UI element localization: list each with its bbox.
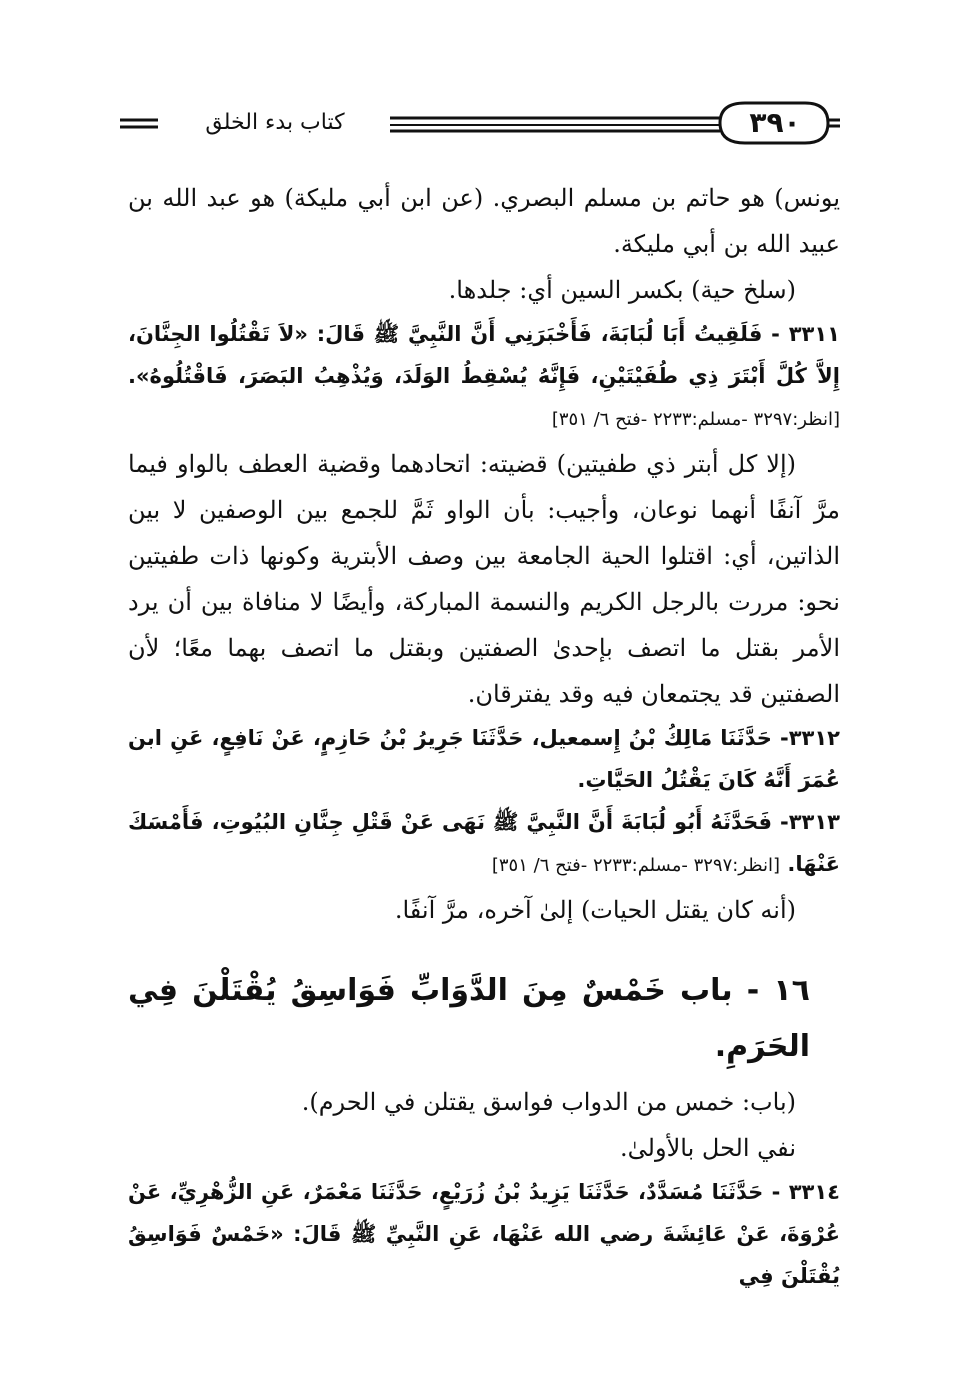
hadith-3311 [128, 313, 840, 441]
hadith-text: ٣٣١٢- حَدَّثَنَا مَالِكُ بْنُ إِسمعيل، حَدَّثَنَا جَرِيرُ بْنُ حَازِمٍ، عَنْ نَافِعٍ، عَنِ ابن عُمَرَ أَنَّهُ كَانَ يَقْتُلُ الحَيَّاتِ. [128, 726, 840, 792]
commentary-paragraph: (أنه كان يقتل الحيات) إلىٰ آخره، مرَّ آنفًا. [394, 896, 796, 924]
hadith-text: ٣٣١٣- فَحَدَّثَهُ أَبُو لُبَابَةَ أَنَّ النَّبِيَّ ﷺ نَهَى عَنْ قَتْلِ جِنَّانِ البُيُوتِ، فَأَمْسَكَ عَنْهَا. [128, 810, 840, 876]
hadith-reference: [انظر:٣٢٩٧ -مسلم:٢٢٣٣ -فتح ٦/ ٣٥١] [491, 855, 781, 876]
hadith-3312 [128, 717, 840, 801]
hadith-3314 [128, 1171, 840, 1297]
running-title: كتاب بدء الخلق [160, 104, 390, 142]
hadith-text: ٣٣١١ - فَلَقِيتُ أَبَا لُبَابَةَ، فَأَخْبَرَنِي أَنَّ النَّبِيَّ ﷺ قَالَ: «لاَ تَقْتُلُوا الجِنَّانَ، إِلاَّ كُلَّ أَبْتَرَ ذِي طُفَيْتَيْنِ، فَإِنَّهُ يُسْقِطُ الوَلَدَ، وَيُذْهِبُ البَصَرَ، فَاقْتُلُوهُ». [128, 322, 840, 388]
commentary-paragraph: نفي الحل بالأولىٰ. [620, 1134, 796, 1162]
commentary-paragraph: (سلخ حية) بكسر السين أي: جلدها. [448, 276, 796, 304]
commentary-paragraph: (باب: خمس من الدواب فواسق يقتلن في الحرم). [301, 1088, 796, 1116]
commentary-paragraph: (إلا كل أبتر ذي طفيتين) قضيته: اتحادهما وقضية العطف بالواو فيما مرَّ آنفًا أنهما نوعان، وأجيب: بأن الواو ثَمَّ للجمع بين الوصفين لا بين الذاتين، أي: اقتلوا الحية الجامعة بين وصف الأبترية وكونها ذات طفيتين نحو: مررت بالرجل الكريم والنسمة المباركة، وأيضًا لا منافاة بين أن يرد الأمر بقتل ما اتصف بإحدىٰ الصفتين وبقتل ما اتصف بهما معًا؛ لأن الصفتين قد يجتمعان فيه وقد يفترقان. [128, 450, 840, 708]
page-number: ٣٩٠ [749, 106, 801, 139]
commentary-paragraph: يونس) هو حاتم بن مسلم البصري. (عن ابن أبي مليكة) هو عبد الله بن عبيد الله بن أبي مليكة. [128, 184, 840, 258]
hadith-3313 [128, 801, 840, 887]
page-body [128, 175, 840, 1297]
page-header [120, 98, 840, 148]
hadith-text: ٣٣١٤ - حَدَّثَنَا مُسَدَّدٌ، حَدَّثَنَا يَزِيدُ بْنُ زُرَيْعٍ، حَدَّثَنَا مَعْمَرٌ، عَنِ الزُّهْرِيِّ، عَنْ عُرْوَةَ، عَنْ عَائِشَةَ رضي الله عَنْهَا، عَنِ النَّبِيِّ ﷺ قَالَ: «خَمْسٌ فَوَاسِقُ يُقْتَلْنَ فِي [128, 1180, 840, 1288]
chapter-heading: ١٦ - باب خَمْسٌ مِنَ الدَّوَابِّ فَوَاسِقُ يُقْتَلْنَ فِي الحَرَمِ. [128, 973, 810, 1064]
hadith-reference: [انظر:٣٢٩٧ -مسلم:٢٢٣٣ -فتح ٦/ ٣٥١] [551, 409, 840, 430]
